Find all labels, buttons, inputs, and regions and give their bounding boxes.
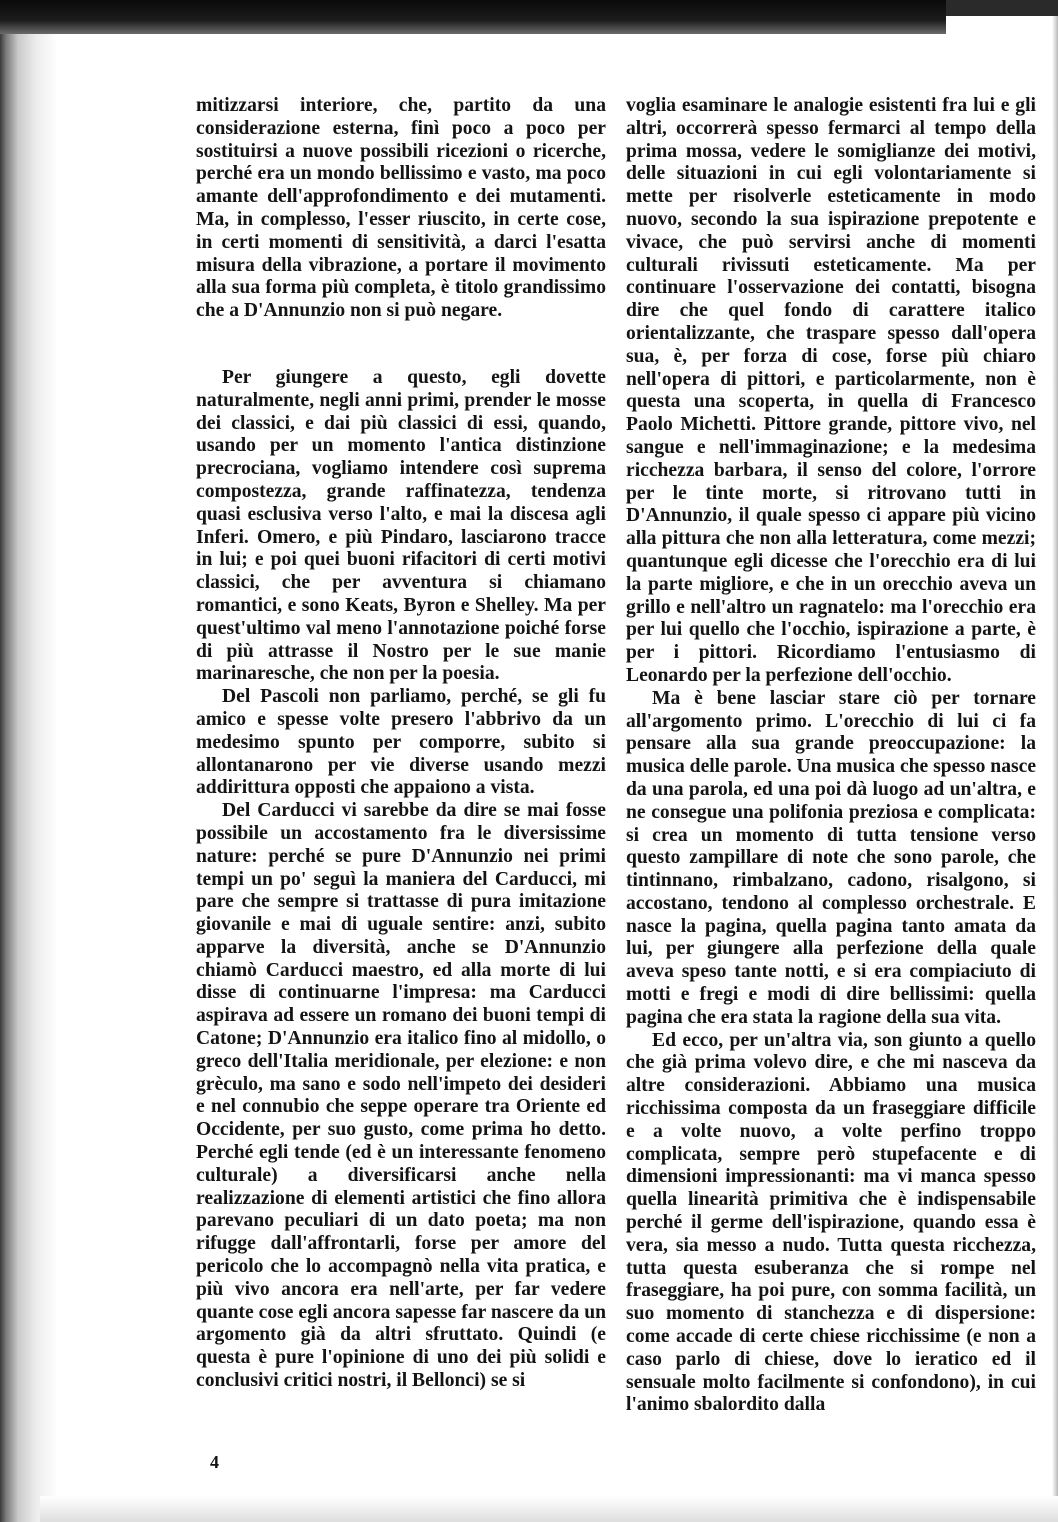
paragraph: Ed ecco, per un'altra via, son giunto a quello che già prima volevo dire, e che mi nasceva da altre considerazioni. Abbiamo una musica ricchissima composta da un fraseggiare difficile e a volte nuovo, a volte perfino troppo complicata, sempre però stupefacente e di dimensioni impressionanti: ma vi manca spesso quella linearità primitiva che è indispensabile perché il germe dell'ispirazione, quando essa è vera, sia messo a nudo. Tutta questa ricchezza, tutta questa esuberanza che si rompe nel fraseggiare, ha poi pure, con somma facilità, un suo momento di stanchezza e di dispersione: come accade di certe chiese ricchissime (e non a caso parlo di chiese, dove lo ieratico ed il sensuale molto facilmente si confondono), in cui l'animo sbalordito dalla	[626, 1029, 1036, 1416]
left-column	[196, 95, 606, 1393]
scan-top-border	[0, 0, 946, 34]
scan-bottom-shadow	[40, 1496, 1058, 1522]
paragraph: Per giungere a questo, egli dovette naturalmente, negli anni primi, prender le mosse dei classici, e dai più classici di essi, quando, usando per un momento l'antica distinzione precrociana, vogliamo intendere così suprema compostezza, grande raffinatezza, tendenza quasi esclusiva verso l'alto, e mai la discesa agli Inferi. Omero, e più Pindaro, lasciarono tracce in lui; e poi quei buoni rifacitori di certi motivi classici, che per avventura si chiamano romantici, e sono Keats, Byron e Shelley. Ma per quest'ultimo val meno l'annotazione poiché forse di più attrasse il Nostro per le sue manie marinaresche, che non per la poesia.	[196, 366, 606, 685]
paragraph: Del Pascoli non parliamo, perché, se gli fu amico e spesse volte presero l'abbrivo da un medesimo spunto per comporre, subito si allontanarono per vie diverse usando mezzi addirittura opposti che appaiono a vista.	[196, 686, 606, 799]
scan-right-edge	[1052, 16, 1058, 1522]
right-column	[626, 95, 1036, 1417]
paragraph: Ma è bene lasciar stare ciò per tornare all'argomento primo. L'orecchio di lui ci fa pensare alla sua grande preoccupazione: la musica delle parole. Una musica che spesso nasce da una parola, ed una poi dà luogo ad un'altra, e ne consegue una polifonia preziosa e complicata: si crea un momento di tutta tensione verso questo zampillare di note che sono parole, che tintinnano, rimbalzano, cadono, risalgono, si accostano, tendono al complesso orchestrale. E nasce la pagina, quella pagina tanto amata da lui, per giungere alla perfezione della quale aveva speso tante notti, e si era compiaciuto di motti e fregi e modi di dire bellissimi: quella pagina che era stata la ragione della sua vita.	[626, 687, 1037, 1028]
page-number: 4	[210, 1452, 219, 1472]
paragraph: mitizzarsi interiore, che, partito da una considerazione esterna, finì poco a poco per sostituirsi a nuove possibili ricezioni o ricerche, perché era un mondo bellissimo e vasto, ma poco amante dell'approfondimento e dei mutamenti. Ma, in complesso, l'esser riuscito, in certe cose, in certi momenti di sensitività, a darci l'esatta misura della vibrazione, a portare il movimento alla sua forma più completa, è titolo grandissimo che a D'Annunzio non si può negare.	[196, 95, 606, 322]
scan-top-right-border	[946, 0, 1058, 16]
paragraph: voglia esaminare le analogie esistenti fra lui e gli altri, occorrerà spesso fermarci al tempo della prima mossa, vedere le somiglianze dei motivi, delle situazioni in cui egli volontariamente si mette per risolverle esteticamente in modo nuovo, secondo la sua ispirazione prepotente e vivace, che può servirsi anche di momenti culturali rivissuti esteticamente. Ma per continuare l'osservazione dei contatti, bisogna dire che quel fondo di carattere italico orientalizzante, che traspare spesso dall'opera sua, è, per forza di cose, forse più chiaro nell'opera di pittori, e particolarmente, non è questa una scoperta, in quella di Francesco Paolo Michetti. Pittore grande, pittore vivo, nel sangue e nell'immaginazione; e la medesima ricchezza barbara, il senso del colore, l'orrore per le tinte morte, si ritrovano tutti in D'Annunzio, il quale spesso ci appare più vicino alla pittura che non alla letteratura, come mezzi; quantunque egli dicesse che l'orecchio era di lui la parte migliore, e che in un orecchio aveva un grillo e nell'altro un ragnatelo: ma l'orecchio era per lui quello che l'occhio, ispirazione a parte, è per i pittori. Ricordiamo l'entusiasmo di Leonardo per la perfezione dell'occhio.	[626, 95, 1036, 686]
paragraph: Del Carducci vi sarebbe da dire se mai fosse possibile un accostamento fra le diversissime nature: perché se pure D'Annunzio nei primi tempi un po' seguì la maniera del Carducci, mi pare che sempre si trattasse di pura imitazione giovanile e mai di uguale sentire: anzi, subito apparve la diversità, anche se D'Annunzio chiamò Carducci maestro, ed alla morte di lui disse di continuarne l'impresa: ma Carducci aspirava ad essere un romano dei buoni tempi di Catone; D'Annunzio era italico fino al midollo, o greco dell'Italia meridionale, per elezione: e non grèculo, ma sano e sodo nell'impeto dei desideri e nel connubio che seppe operare tra Oriente ed Occidente, per suo gusto, come prima ho detto. Perché egli tende (ed è un interessante fenomeno culturale) a diversificarsi anche nella realizzazione di elementi artistici che fino allora parevano peculiari di un dato poeta; ma non rifugge dall'affrontarli, forse per amore del pericolo che lo accompagnò nella vita pratica, e più vivo ancora era nell'arte, per far vedere quante cose egli ancora sapesse far nascere da un argomento già da altri sfruttato. Quindi (e questa è pure l'opinione di uno dei più solidi e conclusivi critici nostri, il Bellonci) se si	[196, 800, 606, 1392]
scan-left-shadow	[0, 0, 58, 1522]
